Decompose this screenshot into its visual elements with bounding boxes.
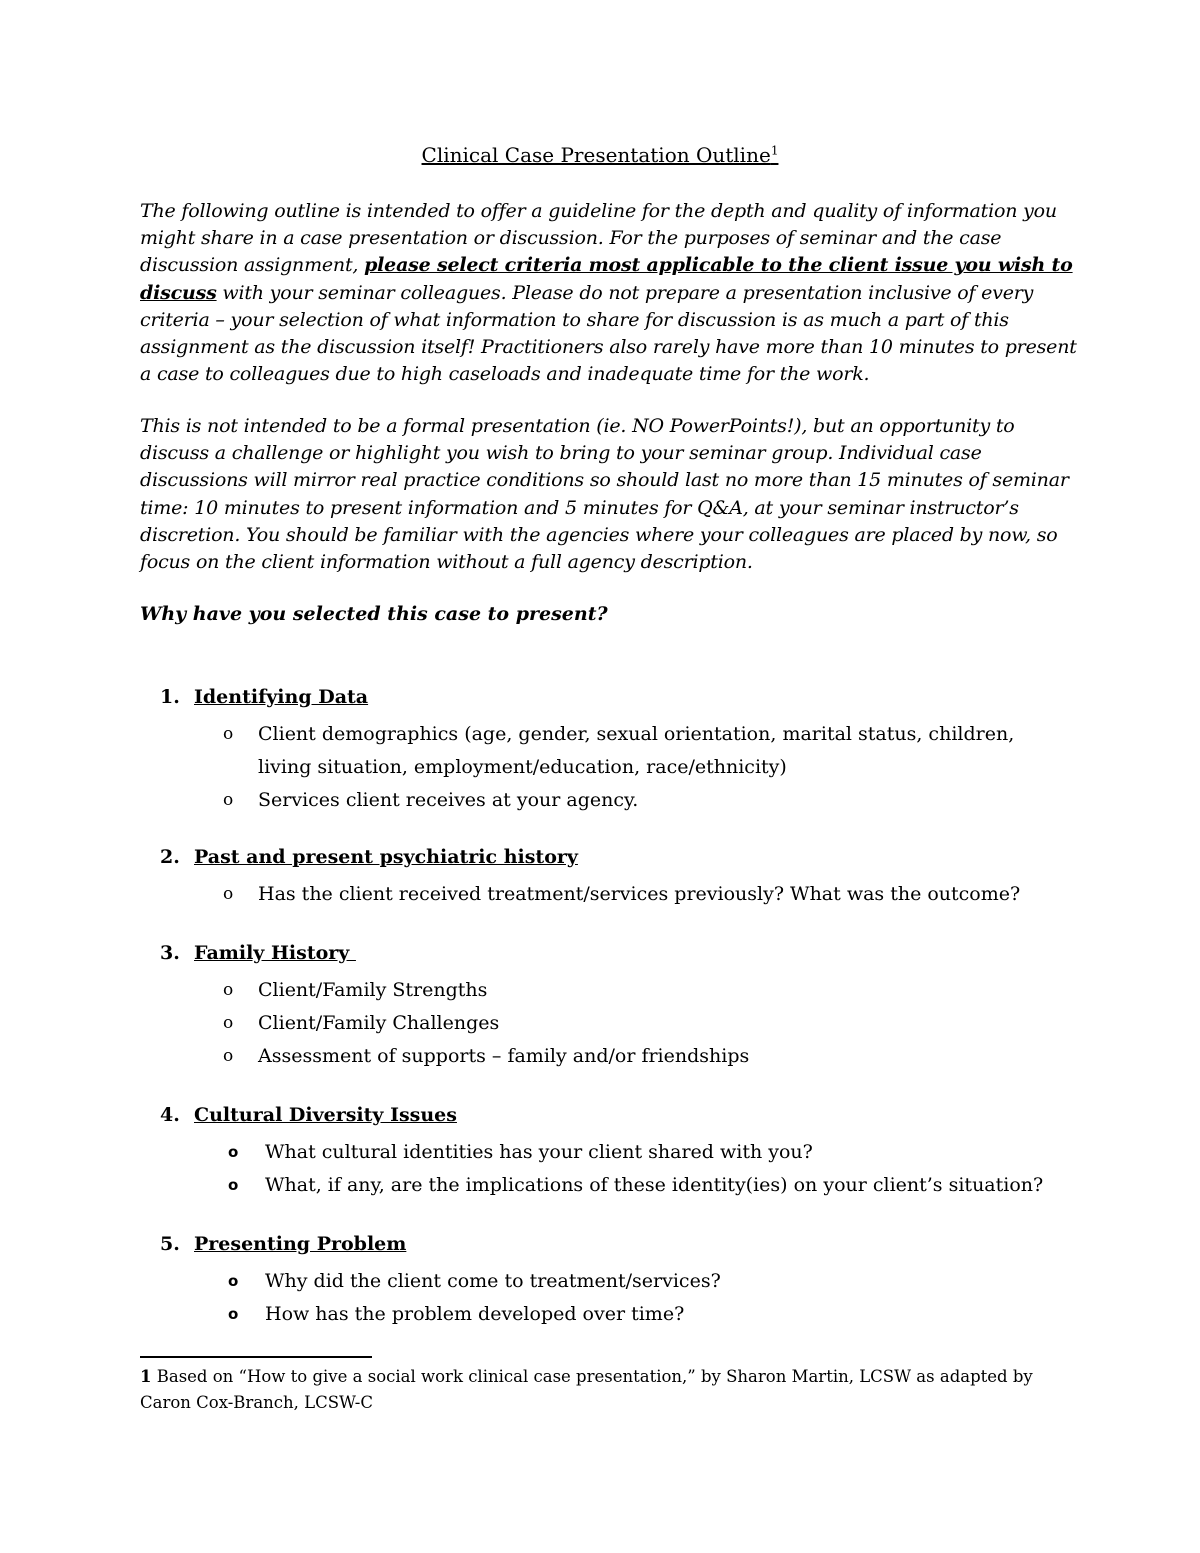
- bullet-marker: o: [223, 1046, 234, 1066]
- section-psychiatric-history: [0, 846, 1200, 911]
- section-identifying-data: [0, 686, 1200, 817]
- footnote-number: 1: [140, 1367, 152, 1386]
- section-title: Presenting Problem: [194, 1233, 407, 1255]
- selection-question: Why have you selected this case to present?: [140, 603, 608, 625]
- section-title: Past and present psychiatric history: [194, 846, 578, 868]
- bullet-text: Client demographics (age, gender, sexual orientation, marital status, children, living situation, employment/education, race/ethnicity): [258, 723, 1015, 778]
- section-title: Family History: [194, 942, 356, 964]
- intro-paragraph-2: This is not intended to be a formal presentation (ie. NO PowerPoints!), but an opportunity to discuss a challenge or highlight you wish to bring to your seminar group. Individual case discussions will mirror real practice conditions so should last no more than 15 minutes of seminar time: 10 minutes to present information and 5 minutes for Q&A, at your seminar instructor’s discretion. You should be familiar with the agencies where your colleagues are placed by now, so focus on the client information without a full agency description.: [140, 415, 1069, 574]
- list-item: [0, 718, 1068, 784]
- section-number: 3.: [160, 942, 180, 964]
- title-footnote-marker: 1: [770, 143, 779, 158]
- bullet-text: Has the client received treatment/services previously? What was the outcome?: [258, 883, 1021, 905]
- bullet-text: Services client receives at your agency.: [258, 789, 639, 811]
- section-title: Identifying Data: [194, 686, 369, 708]
- bullet-marker: o: [228, 1143, 239, 1161]
- footnote-text: Based on “How to give a social work clinical case presentation,” by Sharon Martin, LCSW as adapted by Caron Cox-Branch, LCSW-C: [140, 1367, 1033, 1412]
- section-heading: [0, 686, 1200, 716]
- section-heading: [0, 1104, 1200, 1134]
- section-heading: [0, 1233, 1200, 1263]
- list-item: [0, 1298, 1075, 1331]
- list-item: [0, 974, 1068, 1007]
- section-heading: [0, 942, 1200, 972]
- bullet-list: [0, 1136, 1200, 1202]
- bullet-text: How has the problem developed over time?: [265, 1303, 685, 1325]
- list-item: [0, 1007, 1068, 1040]
- bullet-marker: o: [228, 1305, 239, 1323]
- bullet-marker: o: [223, 1013, 234, 1033]
- footnote-divider: [140, 1356, 372, 1358]
- intro1-text-after: with your seminar colleagues. Please do not prepare a presentation inclusive of every criteria – your selection of what information to share for discussion is as much a part of this assignment as the discussion itself! Practitioners also rarely have more than 10 minutes to present a case to colleagues due to high caseloads and inadequate time for the work.: [140, 281, 1077, 386]
- footnote: [140, 1364, 1040, 1416]
- list-item: [0, 878, 1068, 911]
- bullet-text: What, if any, are the implications of these identity(ies) on your client’s situation?: [265, 1174, 1044, 1196]
- bullet-text: Client/Family Strengths: [258, 979, 488, 1001]
- section-number: 2.: [160, 846, 180, 868]
- intro1-text-before: The following outline is intended to offer a guideline for the depth and quality of information you might share in a case presentation or discussion. For the purposes of seminar and the case discussion assignment,: [140, 200, 1057, 277]
- section-family-history: [0, 942, 1200, 1073]
- section-cultural-diversity: [0, 1104, 1200, 1202]
- section-title: Cultural Diversity Issues: [194, 1104, 457, 1126]
- bullet-marker: o: [228, 1272, 239, 1290]
- section-number: 4.: [160, 1104, 180, 1126]
- section-presenting-problem: [0, 1233, 1200, 1331]
- section-number: 1.: [160, 686, 180, 708]
- bullet-text: What cultural identities has your client shared with you?: [265, 1141, 813, 1163]
- bullet-text: Why did the client come to treatment/services?: [265, 1270, 721, 1292]
- bullet-list: [0, 1265, 1200, 1331]
- bullet-list: [0, 718, 1200, 817]
- bullet-text: Client/Family Challenges: [258, 1012, 500, 1034]
- section-number: 5.: [160, 1233, 180, 1255]
- list-item: [0, 1040, 1068, 1073]
- page-title: [0, 143, 1200, 167]
- title-text: Clinical Case Presentation Outline: [421, 143, 771, 167]
- list-item: [0, 1265, 1075, 1298]
- list-item: [0, 1136, 1075, 1169]
- section-heading: [0, 846, 1200, 876]
- bullet-marker: o: [223, 980, 234, 1000]
- bullet-marker: o: [228, 1176, 239, 1194]
- list-item: [0, 1169, 1075, 1202]
- bullet-text: Assessment of supports – family and/or friendships: [258, 1045, 750, 1067]
- bullet-marker: o: [223, 884, 234, 904]
- intro-paragraph-1: [140, 198, 1080, 388]
- bullet-list: [0, 878, 1200, 911]
- bullet-list: [0, 974, 1200, 1073]
- intro1-emphasis: please select criteria most applicable to the client issue you wish to discuss: [140, 254, 1073, 304]
- list-item: [0, 784, 1068, 817]
- bullet-marker: o: [223, 724, 234, 744]
- bullet-marker: o: [223, 790, 234, 810]
